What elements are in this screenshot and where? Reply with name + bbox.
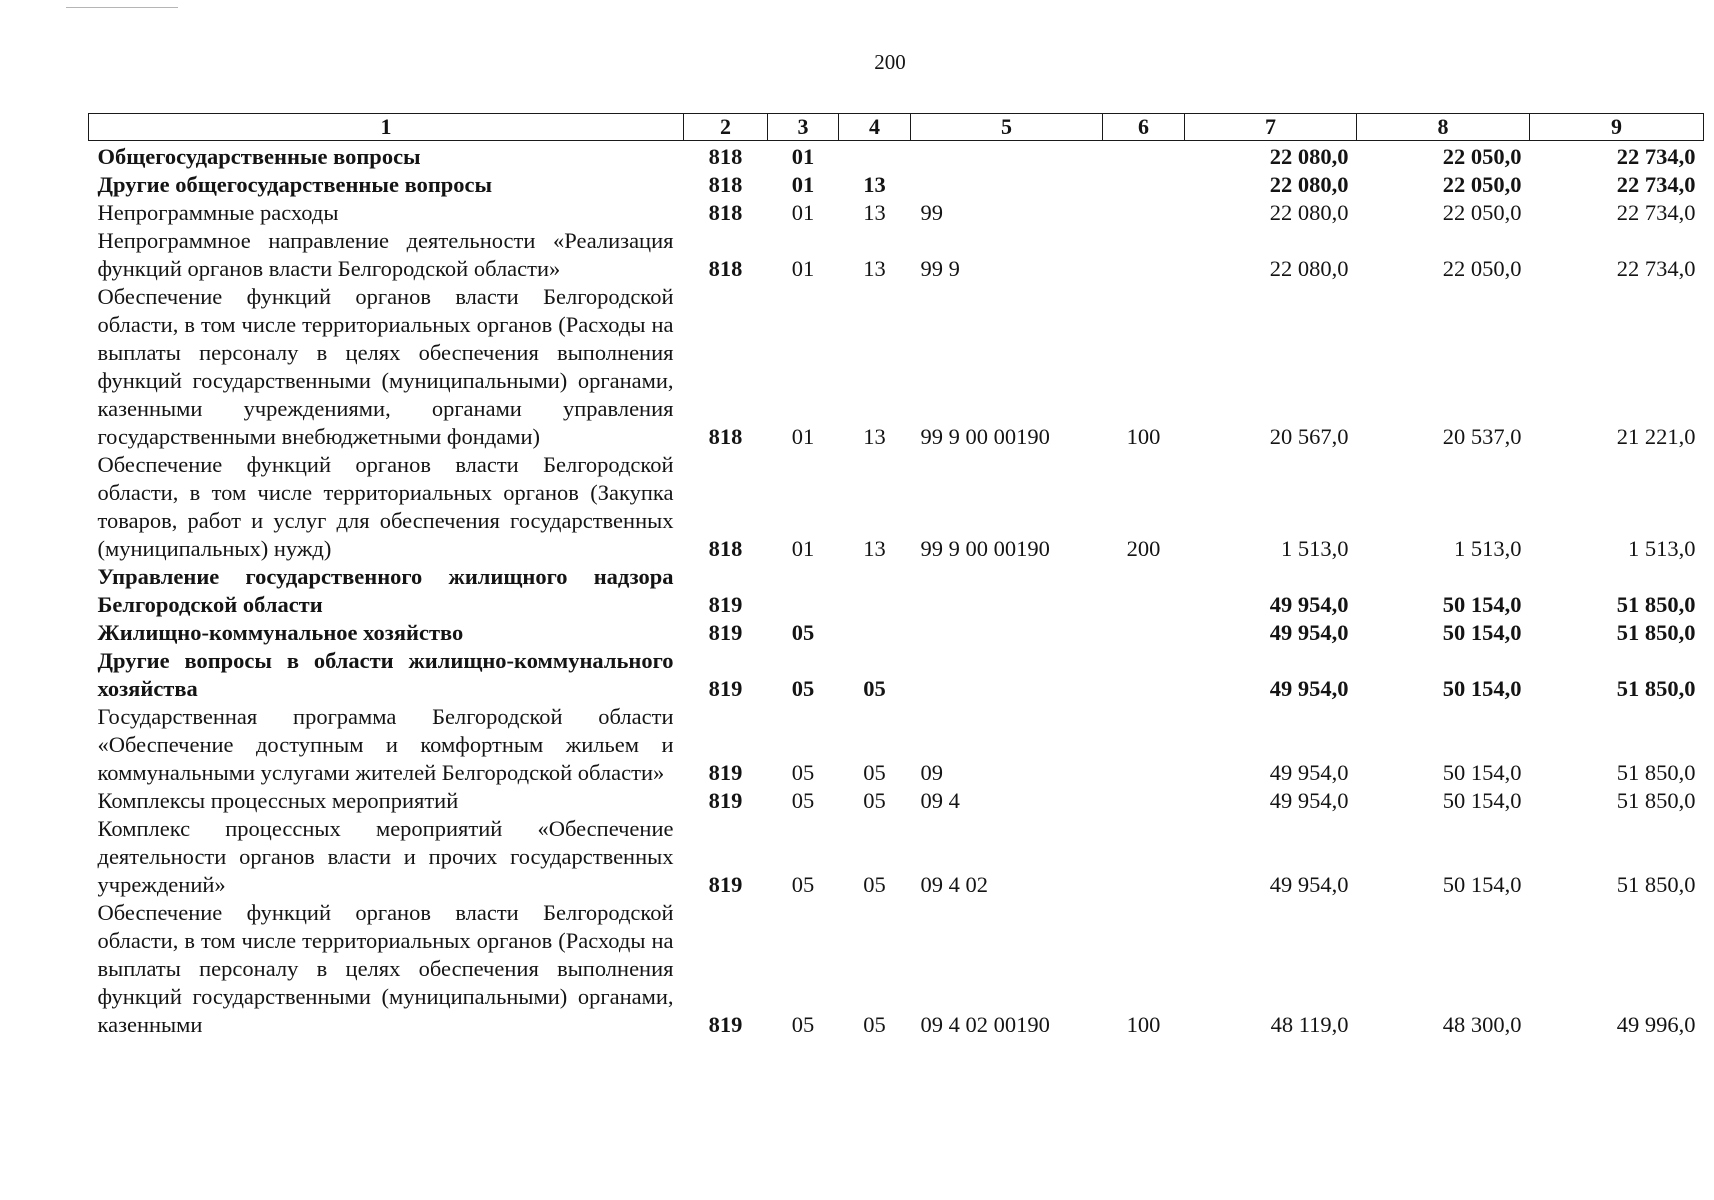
header-col-8: 8 [1357,114,1530,141]
row-name: Жилищно-коммунальное хозяйство [97,620,464,645]
row-name: Непрограммные расходы [97,200,339,225]
table-row [89,227,1704,283]
code-subsection: 13 [863,256,886,281]
code-expense-type: 100 [1126,1012,1161,1037]
amount-col9: 49 996,0 [1616,1012,1696,1037]
amount-col8: 50 154,0 [1442,788,1522,813]
code-ministry: 818 [708,172,743,197]
table-row [89,141,1704,172]
code-target [911,647,1103,703]
amount-col8: 50 154,0 [1442,592,1522,617]
amount-col7: 22 080,0 [1269,200,1349,225]
amount-col9: 21 221,0 [1616,424,1696,449]
amount-col7: 22 080,0 [1269,144,1349,169]
amount-col8: 1 513,0 [1454,536,1522,561]
header-row [89,114,1704,141]
code-section: 01 [791,144,815,169]
code-expense-type [1103,647,1185,703]
code-ministry: 819 [708,592,743,617]
code-section: 05 [791,676,815,701]
code-section: 05 [791,788,815,813]
code-expense-type [1103,141,1185,172]
code-subsection: 13 [863,424,886,449]
amount-col7: 49 954,0 [1269,872,1349,897]
amount-col9: 51 850,0 [1616,620,1696,645]
code-subsection: 05 [863,872,886,897]
code-target [911,619,1103,647]
code-subsection: 05 [863,760,886,785]
amount-col7: 49 954,0 [1269,676,1349,701]
code-section: 05 [791,620,815,645]
row-name: Комплекс процессных мероприятий «Обеспечение деятельности органов власти и прочих государственных учреждений» [97,816,674,897]
code-expense-type [1103,199,1185,227]
table-row [89,619,1704,647]
code-section: 01 [791,172,815,197]
amount-col7: 49 954,0 [1269,592,1349,617]
row-name: Непрограммное направление деятельности «Реализация функций органов власти Белгородской области» [97,228,674,281]
amount-col9: 51 850,0 [1616,788,1696,813]
header-col-2: 2 [684,114,768,141]
code-section: 05 [791,760,815,785]
scan-artifact-line [66,7,178,8]
code-expense-type [1103,815,1185,899]
code-subsection [839,619,911,647]
amount-col8: 22 050,0 [1442,172,1522,197]
amount-col9: 51 850,0 [1616,676,1696,701]
header-col-9: 9 [1530,114,1704,141]
code-target: 09 4 [920,788,960,813]
code-expense-type: 200 [1126,536,1161,561]
code-ministry: 819 [708,620,743,645]
code-section: 01 [791,424,815,449]
row-name: Управление государственного жилищного надзора Белгородской области [97,564,674,617]
amount-col9: 1 513,0 [1628,536,1696,561]
code-expense-type [1103,227,1185,283]
table-row [89,703,1704,787]
amount-col7: 49 954,0 [1269,760,1349,785]
table-row [89,899,1704,1039]
code-target [911,141,1103,172]
table-row [89,199,1704,227]
amount-col8: 50 154,0 [1442,620,1522,645]
header-col-1: 1 [89,114,684,141]
table-row [89,171,1704,199]
code-subsection: 05 [863,1012,886,1037]
amount-col9: 51 850,0 [1616,592,1696,617]
table-header [89,114,1704,141]
code-section: 05 [791,872,815,897]
amount-col9: 22 734,0 [1616,256,1696,281]
row-name: Обеспечение функций органов власти Белгородской области, в том числе территориальных органов (Расходы на выплаты персоналу в целях обеспечения выполнения функций государственными (муниципальными) органами, казенными учреждениями, органами управления государственными внебюджетными фондами) [97,284,674,449]
amount-col7: 22 080,0 [1269,256,1349,281]
amount-col7: 49 954,0 [1269,620,1349,645]
code-target [911,171,1103,199]
code-subsection: 05 [863,788,886,813]
code-subsection: 05 [863,676,886,701]
table-row [89,563,1704,619]
amount-col9: 22 734,0 [1616,200,1696,225]
code-subsection: 13 [863,172,886,197]
code-section: 01 [791,536,815,561]
amount-col8: 22 050,0 [1442,256,1522,281]
table-row [89,283,1704,451]
amount-col8: 22 050,0 [1442,200,1522,225]
amount-col8: 20 537,0 [1442,424,1522,449]
code-ministry: 819 [708,788,743,813]
code-target: 09 [920,760,943,785]
code-target: 09 4 02 00190 [920,1012,1050,1037]
amount-col9: 22 734,0 [1616,172,1696,197]
code-expense-type: 100 [1126,424,1161,449]
code-section: 01 [791,256,815,281]
table-body [89,141,1704,1040]
code-target [911,563,1103,619]
amount-col8: 22 050,0 [1442,144,1522,169]
amount-col7: 22 080,0 [1269,172,1349,197]
row-name: Комплексы процессных мероприятий [97,788,459,813]
code-section: 01 [791,200,815,225]
row-name: Другие вопросы в области жилищно-коммунального хозяйства [97,648,674,701]
page-number: 200 [874,50,906,74]
code-target: 99 9 00 00190 [920,424,1050,449]
header-col-6: 6 [1103,114,1185,141]
code-ministry: 819 [708,676,743,701]
amount-col8: 50 154,0 [1442,676,1522,701]
code-target: 99 9 00 00190 [920,536,1050,561]
row-name: Обеспечение функций органов власти Белгородской области, в том числе территориальных органов (Закупка товаров, работ и услуг для обеспечения государственных (муниципальных) нужд) [97,452,674,561]
amount-col8: 50 154,0 [1442,760,1522,785]
code-subsection [839,563,911,619]
header-col-4: 4 [839,114,911,141]
amount-col9: 51 850,0 [1616,760,1696,785]
amount-col8: 48 300,0 [1442,1012,1522,1037]
row-name: Общегосударственные вопросы [97,144,421,169]
code-expense-type [1103,563,1185,619]
code-ministry: 818 [708,256,743,281]
table-row [89,815,1704,899]
amount-col7: 1 513,0 [1281,536,1349,561]
code-subsection: 13 [863,200,886,225]
code-ministry: 819 [708,872,743,897]
code-subsection: 13 [863,536,886,561]
row-name: Обеспечение функций органов власти Белгородской области, в том числе территориальных органов (Расходы на выплаты персоналу в целях обеспечения выполнения функций государственными (муниципальными) органами, казенными [97,900,674,1037]
code-section: 05 [791,1012,815,1037]
header-col-3: 3 [768,114,839,141]
code-section [768,563,839,619]
amount-col9: 51 850,0 [1616,872,1696,897]
code-expense-type [1103,619,1185,647]
code-expense-type [1103,171,1185,199]
row-name: Другие общегосударственные вопросы [97,172,493,197]
header-col-5: 5 [911,114,1103,141]
budget-table [88,113,1704,1039]
code-ministry: 819 [708,1012,743,1037]
table-row [89,451,1704,563]
code-ministry: 818 [708,536,743,561]
header-col-7: 7 [1185,114,1357,141]
amount-col7: 49 954,0 [1269,788,1349,813]
amount-col7: 20 567,0 [1269,424,1349,449]
code-ministry: 818 [708,424,743,449]
row-name: Государственная программа Белгородской области «Обеспечение доступным и комфортным жильем и коммунальными услугами жителей Белгородской области» [97,704,674,785]
code-target: 99 [920,200,943,225]
amount-col7: 48 119,0 [1270,1012,1349,1037]
table-row [89,787,1704,815]
code-subsection [839,141,911,172]
amount-col9: 22 734,0 [1616,144,1696,169]
code-ministry: 818 [708,144,743,169]
amount-col8: 50 154,0 [1442,872,1522,897]
table-row [89,647,1704,703]
code-ministry: 818 [708,200,743,225]
code-expense-type [1103,787,1185,815]
code-target: 09 4 02 [920,872,988,897]
code-ministry: 819 [708,760,743,785]
code-expense-type [1103,703,1185,787]
code-target: 99 9 [920,256,960,281]
